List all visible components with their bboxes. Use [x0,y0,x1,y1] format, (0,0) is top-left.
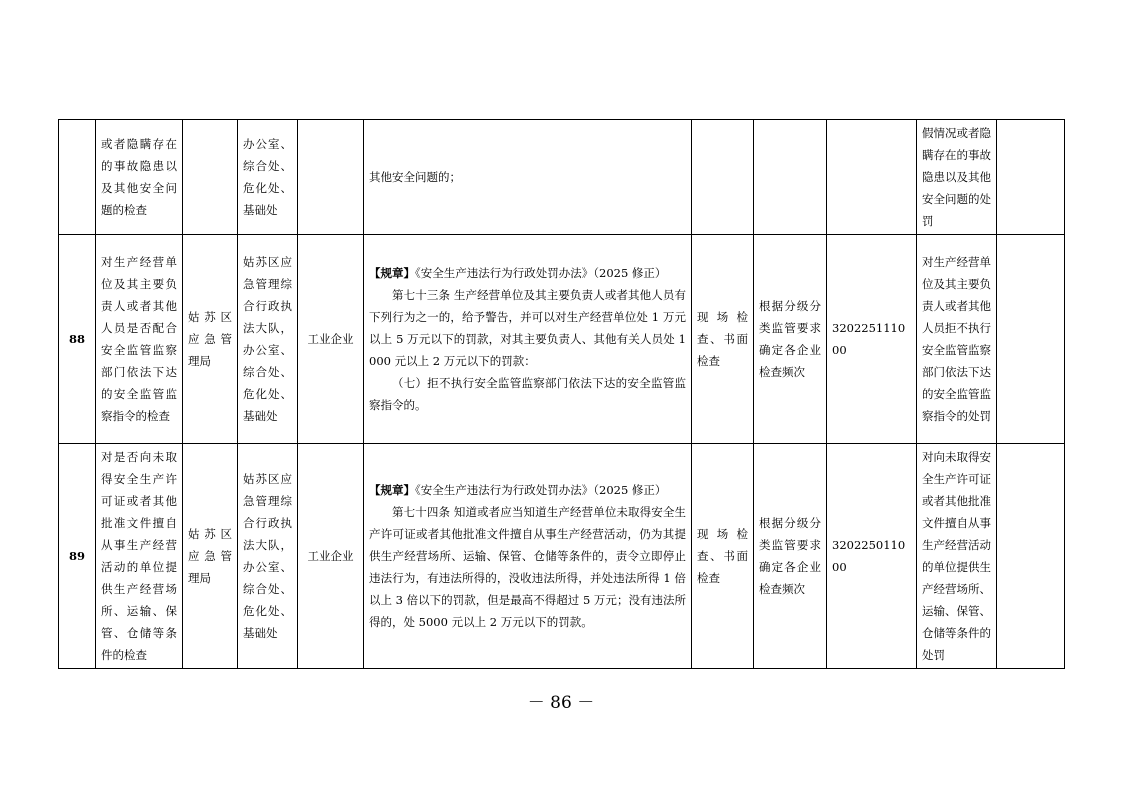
table-row [59,444,1065,669]
inspection-method: 现场检查、书面检查 [692,444,754,669]
legal-basis [364,235,692,444]
inspection-item: 或者隐瞒存在的事故隐患以及其他安全问题的检查 [96,120,183,235]
executor: 姑苏区应急管理综合行政执法大队，办公室、综合处、危化处、基础处 [238,444,298,669]
executor: 姑苏区应急管理综合行政执法大队，办公室、综合处、危化处、基础处 [238,235,298,444]
basis-tag: 【规章】 [369,483,415,497]
basis-line: 第七十三条 生产经营单位及其主要负责人或者其他人员有下列行为之一的，给予警告，并可以对生产经营单位处 1 万元以上 5 万元以下的罚款，对其主要负责人、其他有关人员处 1000 元以上 2 万元以下的罚款： [369,288,686,368]
page-number: － 86 － [527,693,595,713]
result-handling: 假情况或者隐瞒存在的事故隐患以及其他安全问题的处罚 [917,120,997,235]
inspection-target [298,120,364,235]
remark [997,444,1065,669]
basis-title: 《安全生产违法行为行政处罚办法》（2025 修正） [415,266,667,280]
row-number [59,120,96,235]
inspection-target: 工业企业 [298,235,364,444]
inspection-frequency: 根据分级分类监管要求确定各企业检查频次 [754,235,827,444]
remark [997,120,1065,235]
legal-basis [364,120,692,235]
basis-line: （七）拒不执行安全监管监察部门依法下达的安全监管监察指令的。 [369,376,686,412]
legal-basis [364,444,692,669]
table-row [59,120,1065,235]
inspection-method: 现场检查、书面检查 [692,235,754,444]
basis-line: 其他安全问题的； [369,170,461,184]
basis-title: 《安全生产违法行为行政处罚办法》（2025 修正） [415,483,667,497]
inspection-subject [183,120,238,235]
basis-line: 第七十四条 知道或者应当知道生产经营单位未取得安全生产许可证或者其他批准文件擅自从事生产经营活动，仍为其提供生产经营场所、运输、保管、仓储等条件的，责令立即停止违法行为，有违法所得的，没收违法所得，并处违法所得 1 倍以上 3 倍以下的罚款，但是最高不得超过 5 万元；没有违法所得的，处 5000 元以上 2 万元以下的罚款。 [369,505,686,629]
row-number: 89 [59,444,96,669]
row-number: 88 [59,235,96,444]
inspection-item: 对是否向未取得安全生产许可证或者其他批准文件擅自从事生产经营活动的单位提供生产经营场所、运输、保管、仓储等条件的检查 [96,444,183,669]
item-code [827,120,917,235]
inspection-method [692,120,754,235]
inspection-subject: 姑苏区应急管理局 [183,444,238,669]
inspection-subject: 姑苏区应急管理局 [183,235,238,444]
result-handling: 对生产经营单位及其主要负责人或者其他人员拒不执行安全监管监察部门依法下达的安全监管监察指令的处罚 [917,235,997,444]
inspection-frequency: 根据分级分类监管要求确定各企业检查频次 [754,444,827,669]
inspection-target: 工业企业 [298,444,364,669]
executor: 办公室、综合处、危化处、基础处 [238,120,298,235]
table-row [59,235,1065,444]
item-code: 320225011000 [827,444,917,669]
result-handling: 对向未取得安全生产许可证或者其他批准文件擅自从事生产经营活动的单位提供生产经营场所、运输、保管、仓储等条件的处罚 [917,444,997,669]
remark [997,235,1065,444]
inspection-frequency [754,120,827,235]
basis-tag: 【规章】 [369,266,415,280]
item-code: 320225111000 [827,235,917,444]
inspection-item: 对生产经营单位及其主要负责人或者其他人员是否配合安全监管监察部门依法下达的安全监管监察指令的检查 [96,235,183,444]
inspection-table [58,119,1065,669]
